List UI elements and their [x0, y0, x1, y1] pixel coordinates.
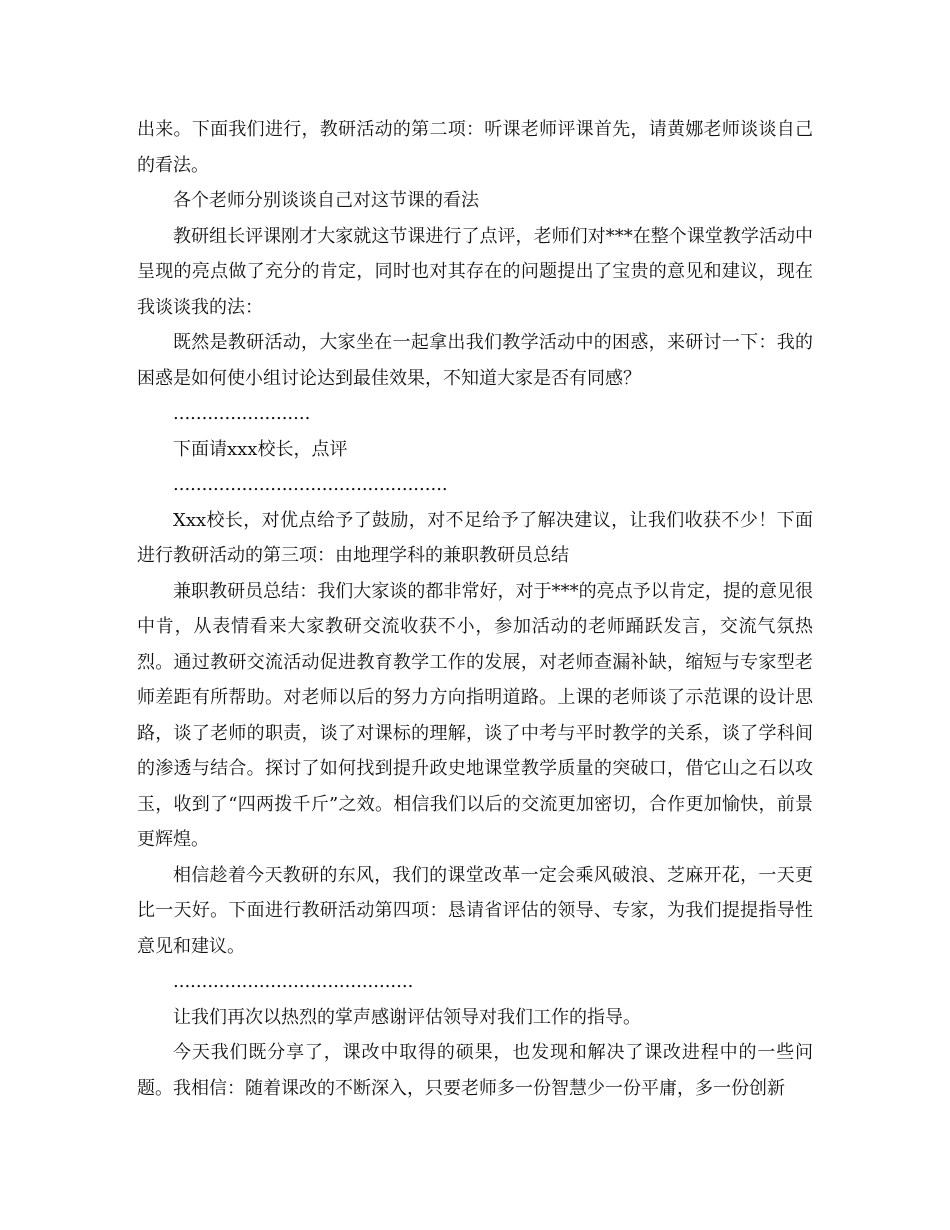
paragraph-continuation: 出来。下面我们进行，教研活动的第二项：听课老师评课首先，请黄娜老师谈谈自己的看法。 — [137, 119, 813, 176]
paragraph-closing: 今天我们既分享了，课改中取得的硕果，也发现和解决了课改进程中的一些问题。我相信：随着课改的不断深入，只要老师多一份智慧少一份平庸，多一份创新 — [137, 1042, 813, 1099]
ellipsis-separator: ................................................ — [173, 474, 448, 495]
paragraph-teacher-opinions: 各个老师分别谈谈自己对这节课的看法 — [173, 190, 479, 211]
paragraph-principal-feedback: Xxx校长，对优点给予了鼓励，对不足给予了解决建议，让我们收获不少！下面进行教研活动的第三项：由地理学科的兼职教研员总结 — [137, 509, 813, 566]
paragraph-principal-review: 下面请xxx校长，点评 — [173, 438, 348, 460]
paragraph-confusion: 既然是教研活动，大家坐在一起拿出我们教学活动中的困惑，来研讨一下：我的困惑是如何使小组讨论达到最佳效果，不知道大家是否有同感？ — [137, 332, 813, 389]
document-body — [137, 112, 813, 1106]
paragraph-researcher-summary: 兼职教研员总结：我们大家谈的都非常好，对于***的亮点予以肯定，提的意见很中肯，从表情看来大家教研交流收获不小，参加活动的老师踊跃发言，交流气氛热烈。通过教研交流活动促进教育教学工作的发展，对老师查漏补缺，缩短与专家型老师差距有所帮助。对老师以后的努力方向指明道路。上课的老师谈了示范课的设计思路，谈了老师的职责，谈了对课标的理解，谈了中考与平时教学的关系，谈了学科间的渗透与结合。探讨了如何找到提升政史地课堂教学质量的突破口，借它山之石以攻玉，收到了“四两拨千斤”之效。相信我们以后的交流更加密切，合作更加愉快，前景更辉煌。 — [137, 580, 813, 850]
ellipsis-separator: ........................ — [173, 403, 311, 424]
paragraph-thanks: 让我们再次以热烈的掌声感谢评估领导对我们工作的指导。 — [173, 1006, 641, 1028]
ellipsis-separator: .......................................... — [173, 971, 414, 992]
paragraph-curriculum-reform: 相信趁着今天教研的东风，我们的课堂改革一定会乘风破浪、芝麻开花，一天更比一天好。下面进行教研活动第四项：恳请省评估的领导、专家，为我们提提指导性意见和建议。 — [137, 864, 813, 957]
paragraph-group-leader-review: 教研组长评课刚才大家就这节课进行了点评，老师们对***在整个课堂教学活动中呈现的亮点做了充分的肯定，同时也对其存在的问题提出了宝贵的意见和建议，现在我谈谈我的法： — [137, 225, 813, 318]
